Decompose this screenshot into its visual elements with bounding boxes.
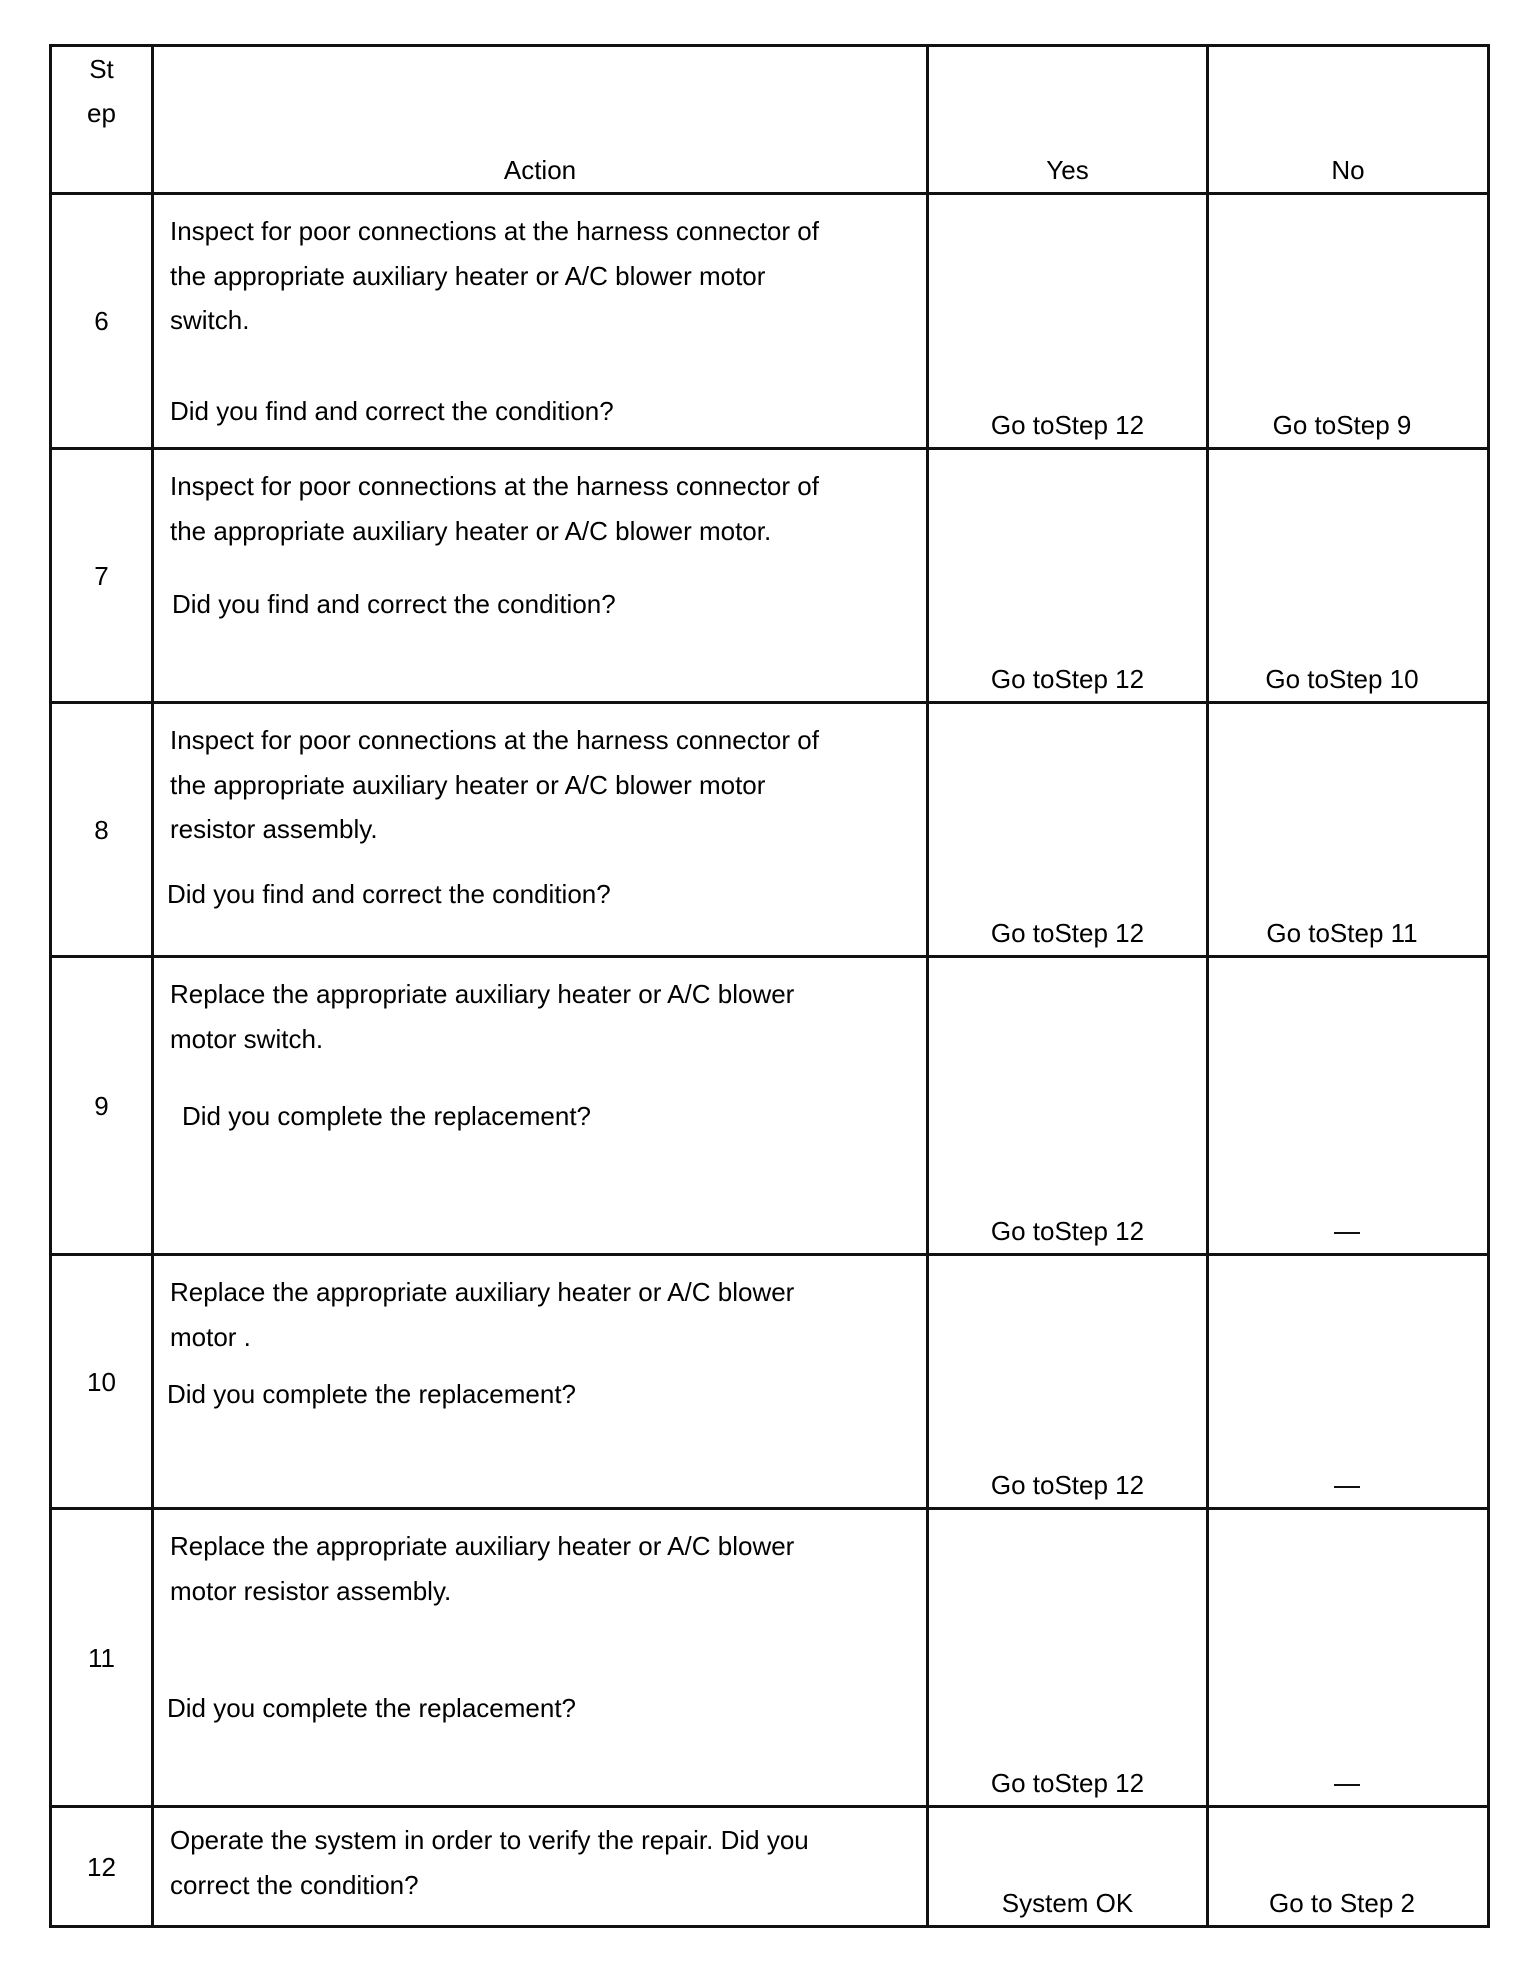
yes-result: System OK	[928, 1807, 1208, 1927]
step-number: 9	[51, 957, 153, 1255]
step-number: 12	[51, 1807, 153, 1927]
instruction-text	[170, 1818, 906, 1907]
yes-result: Go toStep 12	[928, 703, 1208, 957]
question-text: Did you complete the replacement?	[182, 1101, 592, 1131]
instruction-text	[170, 1270, 906, 1359]
instruction-line: correct the condition?	[170, 1869, 419, 1900]
step-number: 11	[51, 1509, 153, 1807]
header-yes: Yes	[928, 46, 1208, 194]
no-result: Go toStep 10	[1208, 449, 1489, 703]
instruction-line: the appropriate auxiliary heater or A/C blower motor	[170, 769, 766, 800]
action-cell	[153, 957, 928, 1255]
header-step-line1: St	[89, 54, 114, 84]
table-row	[51, 1807, 1489, 1927]
table-row	[51, 1255, 1489, 1509]
header-step-line2: ep	[87, 98, 116, 128]
table-row	[51, 1509, 1489, 1807]
instruction-line: the appropriate auxiliary heater or A/C blower motor	[170, 260, 766, 291]
question-text: Did you complete the replacement?	[167, 1379, 577, 1409]
step-number: 8	[51, 703, 153, 957]
instruction-line: motor .	[170, 1321, 251, 1352]
no-result: Go toStep 9	[1208, 194, 1489, 449]
table-row	[51, 194, 1489, 449]
step-number: 10	[51, 1255, 153, 1509]
no-result: Go to Step 2	[1208, 1807, 1489, 1927]
header-action: Action	[153, 46, 928, 194]
header-step	[51, 46, 153, 194]
instruction-text	[170, 1524, 906, 1613]
instruction-text	[170, 464, 906, 553]
table-row	[51, 449, 1489, 703]
instruction-line: motor resistor assembly.	[170, 1575, 452, 1606]
instruction-line: resistor assembly.	[170, 814, 378, 844]
no-result	[1208, 1509, 1489, 1807]
instruction-line: Replace the appropriate auxiliary heater or A/C blower	[170, 1277, 795, 1307]
action-cell	[153, 194, 928, 449]
yes-result: Go toStep 12	[928, 1509, 1208, 1807]
instruction-text	[170, 718, 906, 852]
question-text: Did you find and correct the condition?	[172, 589, 616, 619]
action-cell	[153, 1255, 928, 1509]
action-cell	[153, 449, 928, 703]
instruction-text	[170, 209, 906, 343]
instruction-line: Inspect for poor connections at the harness connector of	[170, 471, 819, 501]
yes-result: Go toStep 12	[928, 194, 1208, 449]
header-row	[51, 46, 1489, 194]
no-result	[1208, 1255, 1489, 1509]
step-number: 7	[51, 449, 153, 703]
instruction-line: Replace the appropriate auxiliary heater or A/C blower	[170, 979, 795, 1009]
no-result-dash	[1334, 1232, 1360, 1234]
yes-result: Go toStep 12	[928, 1255, 1208, 1509]
no-result-dash	[1334, 1486, 1360, 1488]
no-result-dash	[1334, 1784, 1360, 1786]
table-row	[51, 957, 1489, 1255]
action-cell	[153, 703, 928, 957]
question-text: Did you complete the replacement?	[167, 1693, 577, 1723]
yes-result: Go toStep 12	[928, 957, 1208, 1255]
no-result: Go toStep 11	[1208, 703, 1489, 957]
instruction-line: Replace the appropriate auxiliary heater or A/C blower	[170, 1531, 795, 1561]
no-result	[1208, 957, 1489, 1255]
instruction-line: the appropriate auxiliary heater or A/C blower motor.	[170, 515, 772, 546]
instruction-line: motor switch.	[170, 1023, 324, 1054]
question-text: Did you find and correct the condition?	[170, 396, 614, 426]
instruction-line: switch.	[170, 305, 250, 335]
table-row	[51, 703, 1489, 957]
header-no: No	[1208, 46, 1489, 194]
diagnostic-table	[49, 44, 1490, 1928]
action-cell	[153, 1509, 928, 1807]
instruction-line: Inspect for poor connections at the harness connector of	[170, 216, 819, 246]
action-cell	[153, 1807, 928, 1927]
instruction-line: Operate the system in order to verify the repair. Did you	[170, 1825, 809, 1855]
step-number: 6	[51, 194, 153, 449]
question-text: Did you find and correct the condition?	[167, 879, 611, 909]
yes-result: Go toStep 12	[928, 449, 1208, 703]
instruction-line: Inspect for poor connections at the harness connector of	[170, 725, 819, 755]
instruction-text	[170, 972, 906, 1061]
